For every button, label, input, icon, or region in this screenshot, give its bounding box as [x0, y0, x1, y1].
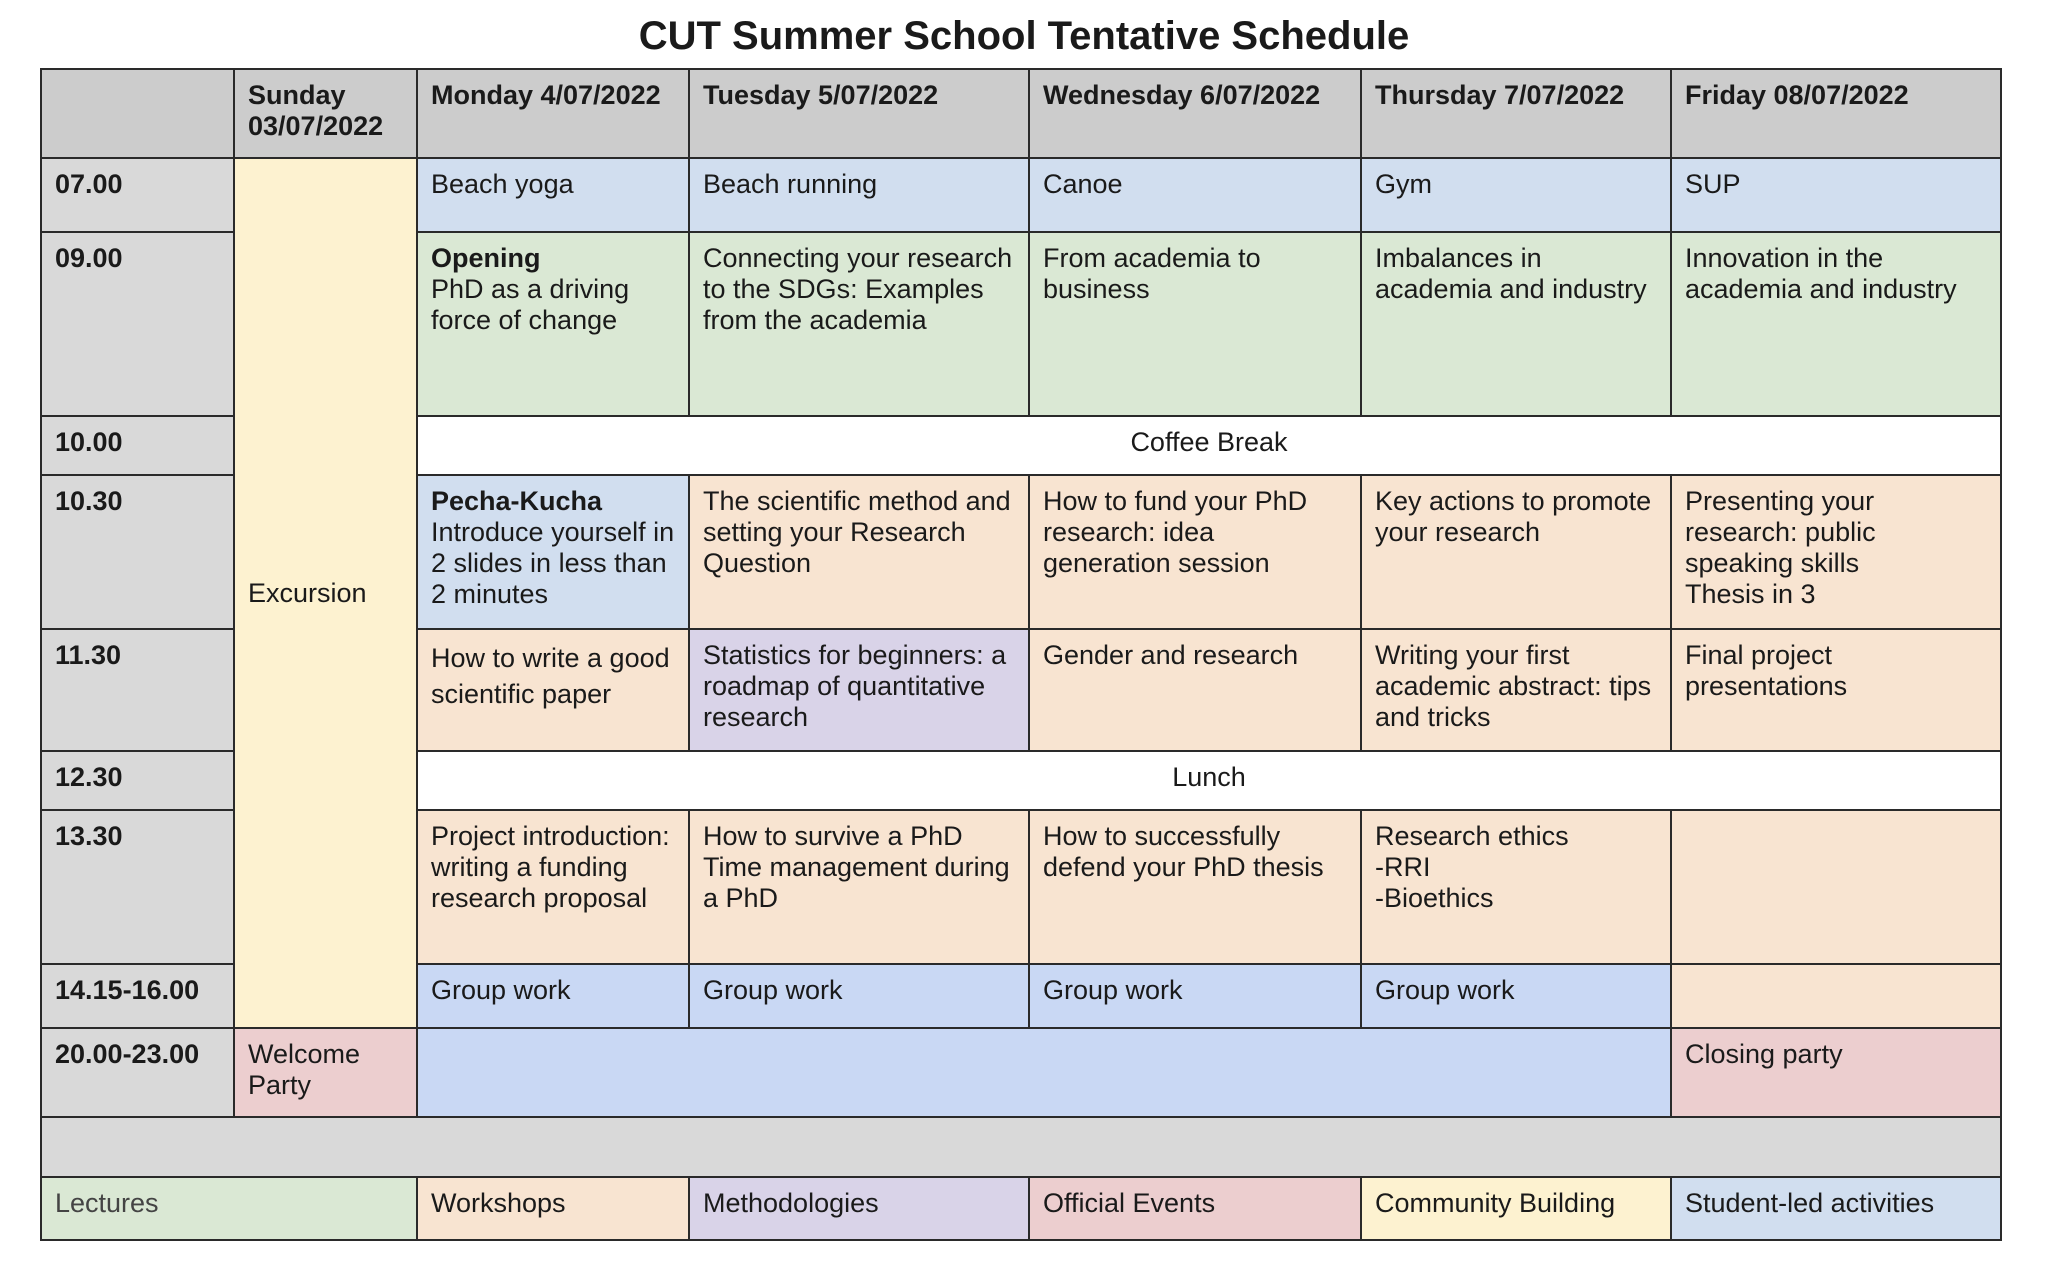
closing-party: Closing party [1671, 1028, 2001, 1117]
session-cell: How to fund your PhD research: idea generation session [1029, 475, 1361, 629]
session-cell [1671, 475, 2001, 629]
spacer [41, 1117, 2001, 1177]
time-label: 20.00-23.00 [41, 1028, 234, 1117]
session-cell: Key actions to promote your research [1361, 475, 1671, 629]
session-cell: From academia to business [1029, 232, 1361, 416]
session-cell: Statistics for beginners: a roadmap of quantitative research [689, 629, 1029, 751]
session-text: -Bioethics [1375, 883, 1494, 913]
coffee-break: Coffee Break [417, 416, 2001, 475]
session-cell: Final project presentations [1671, 629, 2001, 751]
session-cell: Connecting your research to the SDGs: Examples from the academia [689, 232, 1029, 416]
session-cell-pecha-kucha [417, 475, 689, 629]
legend-row [41, 1177, 2001, 1240]
spacer-row [41, 1117, 2001, 1177]
session-cell: Group work [1361, 964, 1671, 1028]
session-cell: How to successfully defend your PhD thesis [1029, 810, 1361, 964]
row-2000 [41, 1028, 2001, 1117]
session-cell: SUP [1671, 158, 2001, 232]
session-text: -RRI [1375, 852, 1431, 882]
legend-community-building: Community Building [1361, 1177, 1671, 1240]
header-friday: Friday 08/07/2022 [1671, 69, 2001, 158]
welcome-party: Welcome Party [234, 1028, 417, 1117]
session-cell: Beach yoga [417, 158, 689, 232]
session-cell [1361, 810, 1671, 964]
legend-student-led: Student-led activities [1671, 1177, 2001, 1240]
session-cell: Canoe [1029, 158, 1361, 232]
session-cell [1671, 810, 2001, 964]
header-monday: Monday 4/07/2022 [417, 69, 689, 158]
session-cell: Imbalances in academia and industry [1361, 232, 1671, 416]
session-text: Introduce yourself in 2 slides in less than 2 minutes [431, 517, 675, 609]
row-0700 [41, 158, 2001, 232]
time-label: 13.30 [41, 810, 234, 964]
header-row [41, 69, 2001, 158]
page-title: CUT Summer School Tentative Schedule [638, 14, 1410, 58]
session-cell: How to write a good scientific paper [417, 629, 689, 751]
session-cell: Group work [1029, 964, 1361, 1028]
session-text: Time management during a PhD [703, 852, 1010, 913]
legend-methodologies: Methodologies [689, 1177, 1029, 1240]
header-thursday: Thursday 7/07/2022 [1361, 69, 1671, 158]
session-title: Opening [431, 243, 541, 273]
session-text: PhD as a driving force of change [431, 274, 630, 335]
legend-workshops: Workshops [417, 1177, 689, 1240]
session-cell [1671, 964, 2001, 1028]
session-text: Research ethics [1375, 821, 1569, 851]
time-label: 10.30 [41, 475, 234, 629]
lunch: Lunch [417, 751, 2001, 810]
session-cell: Project introduction: writing a funding research proposal [417, 810, 689, 964]
session-cell [689, 810, 1029, 964]
legend-official-events: Official Events [1029, 1177, 1361, 1240]
session-cell: Gym [1361, 158, 1671, 232]
session-text: Presenting your research: public speaking skills [1685, 486, 1876, 578]
session-title: Pecha-Kucha [431, 486, 603, 516]
header-tuesday: Tuesday 5/07/2022 [689, 69, 1029, 158]
session-cell: Group work [689, 964, 1029, 1028]
sunday-excursion: Excursion [234, 158, 417, 1028]
time-label: 07.00 [41, 158, 234, 232]
time-label: 09.00 [41, 232, 234, 416]
session-text: How to survive a PhD [703, 821, 963, 851]
session-text: Thesis in 3 [1685, 579, 1816, 609]
evening-block [417, 1028, 1671, 1117]
legend-lectures: Lectures [41, 1177, 417, 1240]
session-cell: Gender and research [1029, 629, 1361, 751]
session-cell: Beach running [689, 158, 1029, 232]
time-label: 10.00 [41, 416, 234, 475]
time-label: 11.30 [41, 629, 234, 751]
time-label: 14.15-16.00 [41, 964, 234, 1028]
session-cell: Group work [417, 964, 689, 1028]
header-wednesday: Wednesday 6/07/2022 [1029, 69, 1361, 158]
session-cell: Writing your first academic abstract: tips and tricks [1361, 629, 1671, 751]
time-label: 12.30 [41, 751, 234, 810]
session-cell: The scientific method and setting your Research Question [689, 475, 1029, 629]
header-sunday: Sunday 03/07/2022 [234, 69, 417, 158]
header-corner [41, 69, 234, 158]
session-cell-opening [417, 232, 689, 416]
schedule-table [40, 68, 2002, 1241]
session-cell: Innovation in the academia and industry [1671, 232, 2001, 416]
